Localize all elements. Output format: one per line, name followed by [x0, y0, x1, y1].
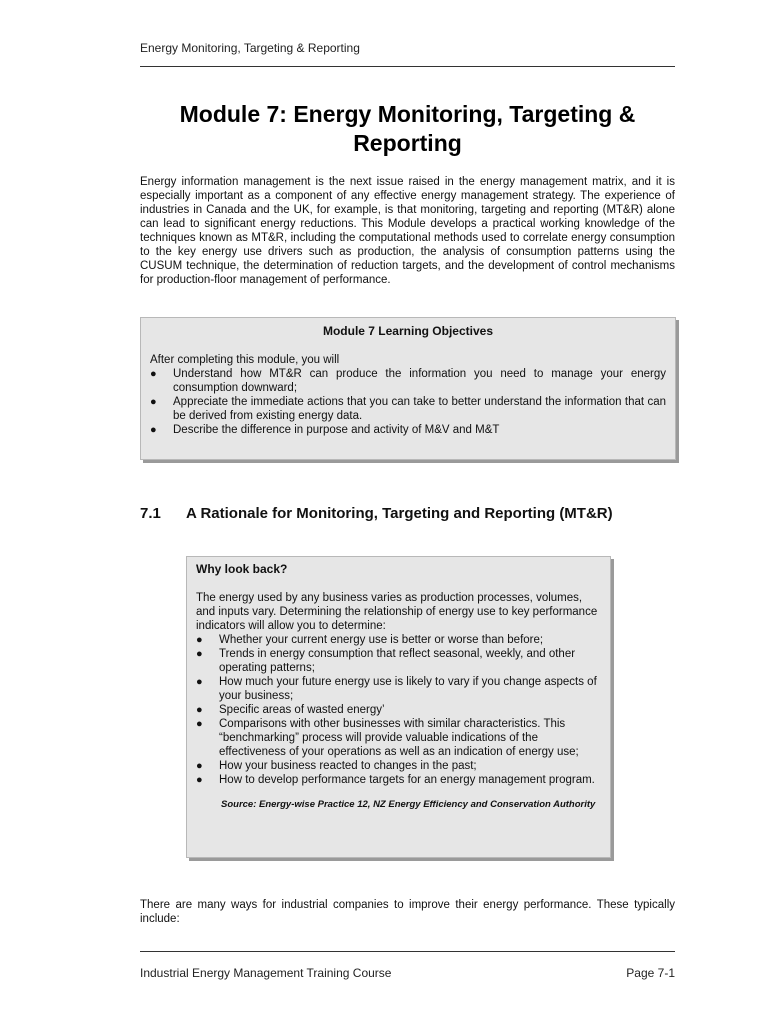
- running-header: Energy Monitoring, Targeting & Reporting: [140, 41, 360, 55]
- list-item: ● Trends in energy consumption that reflect seasonal, weekly, and other operating patterns;: [196, 648, 576, 674]
- bullet-icon: ●: [196, 718, 203, 730]
- intro-paragraph: Energy information management is the next issue raised in the energy management matrix, and it is especially important as a component of any effective energy management strategy. The experience of industries in Canada and the UK, for example, is that monitoring, targeting and reporting (MT&R) alone can lead to significant energy reductions. This Module develops a practical working knowledge of the techniques known as MT&R, including the computational methods used to correlate energy consumption to the key energy use drivers such as production, the analysis of consumption patterns using the CUSUM technique, the determination of reduction targets, and the development of control mechanisms for production-floor management of performance.: [140, 176, 675, 286]
- list-item: ● Specific areas of wasted energy’: [196, 704, 385, 716]
- why-look-back-box: [186, 556, 611, 858]
- list-item: ● Describe the difference in purpose and activity of M&V and M&T: [150, 424, 500, 436]
- bullet-icon: ●: [196, 634, 203, 646]
- page-number: Page 7-1: [626, 966, 675, 980]
- source-citation: Source: Energy-wise Practice 12, NZ Energy Efficiency and Conservation Authority: [221, 799, 596, 810]
- header-divider: [140, 66, 675, 67]
- list-item: ● Comparisons with other businesses with similar characteristics. This “benchmarking” process will provide valuable indications of the effectiveness of your operations as well as an indication of energy use;: [196, 718, 579, 758]
- section-heading: [140, 504, 675, 524]
- section-number: 7.1: [140, 505, 161, 522]
- why-look-back-lead: The energy used by any business varies as production processes, volumes, and inputs vary. Determining the relationship of energy use to key performance indicators will allow you to determine:: [196, 592, 598, 632]
- section-title: A Rationale for Monitoring, Targeting and Reporting (MT&R): [186, 505, 613, 522]
- learning-objectives-lead: After completing this module, you will: [150, 354, 340, 366]
- bullet-icon: ●: [196, 704, 203, 716]
- learning-objectives-title: Module 7 Learning Objectives: [322, 324, 494, 338]
- footer-course-title: Industrial Energy Management Training Course: [140, 966, 392, 980]
- list-item: ● How your business reacted to changes in the past;: [196, 760, 477, 772]
- bullet-icon: ●: [150, 368, 157, 380]
- list-item: ● Appreciate the immediate actions that you can take to better understand the information that can be derived from existing energy data.: [150, 396, 666, 422]
- bullet-icon: ●: [196, 676, 203, 688]
- learning-objectives-list: [150, 367, 666, 437]
- why-look-back-list: [196, 633, 601, 787]
- list-item: ● How much your future energy use is likely to vary if you change aspects of your business;: [196, 676, 597, 702]
- closing-paragraph: There are many ways for industrial companies to improve their energy performance. These typically include:: [140, 899, 675, 925]
- list-item: ● How to develop performance targets for an energy management program.: [196, 774, 595, 786]
- bullet-icon: ●: [196, 760, 203, 772]
- module-title: Module 7: Energy Monitoring, Targeting & Reporting: [179, 101, 636, 156]
- footer-divider: [140, 951, 675, 952]
- bullet-icon: ●: [196, 774, 203, 786]
- bullet-icon: ●: [196, 648, 203, 660]
- why-look-back-title: Why look back?: [196, 562, 288, 576]
- bullet-icon: ●: [150, 424, 157, 436]
- list-item: ● Understand how MT&R can produce the information you need to manage your energy consumption downward;: [150, 368, 666, 394]
- list-item: ● Whether your current energy use is better or worse than before;: [196, 634, 544, 646]
- bullet-icon: ●: [150, 396, 157, 408]
- learning-objectives-box: [140, 317, 676, 460]
